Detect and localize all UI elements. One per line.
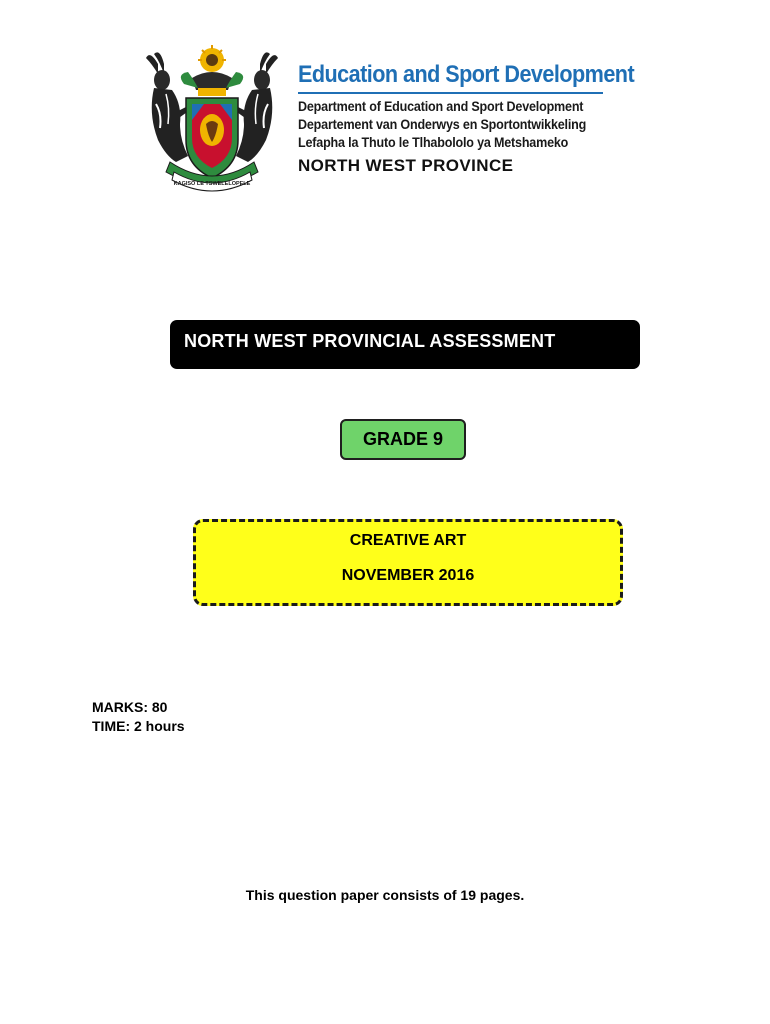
page-count-note: This question paper consists of 19 pages. [245, 887, 525, 903]
title-divider [298, 92, 603, 94]
time-label: TIME: 2 hours [92, 718, 185, 734]
department-title: Education and Sport Development [298, 61, 635, 88]
svg-text:KAGISO LE TSWELELOPELE: KAGISO LE TSWELELOPELE [173, 181, 251, 187]
grade-label: GRADE 9 [340, 419, 466, 460]
exam-date: NOVEMBER 2016 [341, 567, 475, 584]
sunflower-icon [198, 45, 226, 72]
assessment-banner: NORTH WEST PROVINCIAL ASSESSMENT [170, 320, 640, 369]
antelope-right-icon [234, 52, 278, 162]
subject-box [193, 519, 623, 606]
exam-details [92, 698, 185, 736]
coat-of-arms-logo [136, 44, 288, 194]
antelope-left-icon [146, 52, 190, 162]
province-name: NORTH WEST PROVINCE [298, 156, 514, 175]
department-name-english: Department of Education and Sport Development [298, 99, 584, 114]
department-name-setswana: Lefapha la Thuto le Tlhabololo ya Metshameko [298, 135, 569, 150]
department-name-afrikaans: Departement van Onderwys en Sportontwikkeling [298, 117, 587, 132]
marks-label: MARKS: 80 [92, 699, 168, 715]
subject-name: CREATIVE ART [349, 532, 467, 549]
department-header [298, 60, 635, 176]
shield-icon [186, 98, 238, 178]
